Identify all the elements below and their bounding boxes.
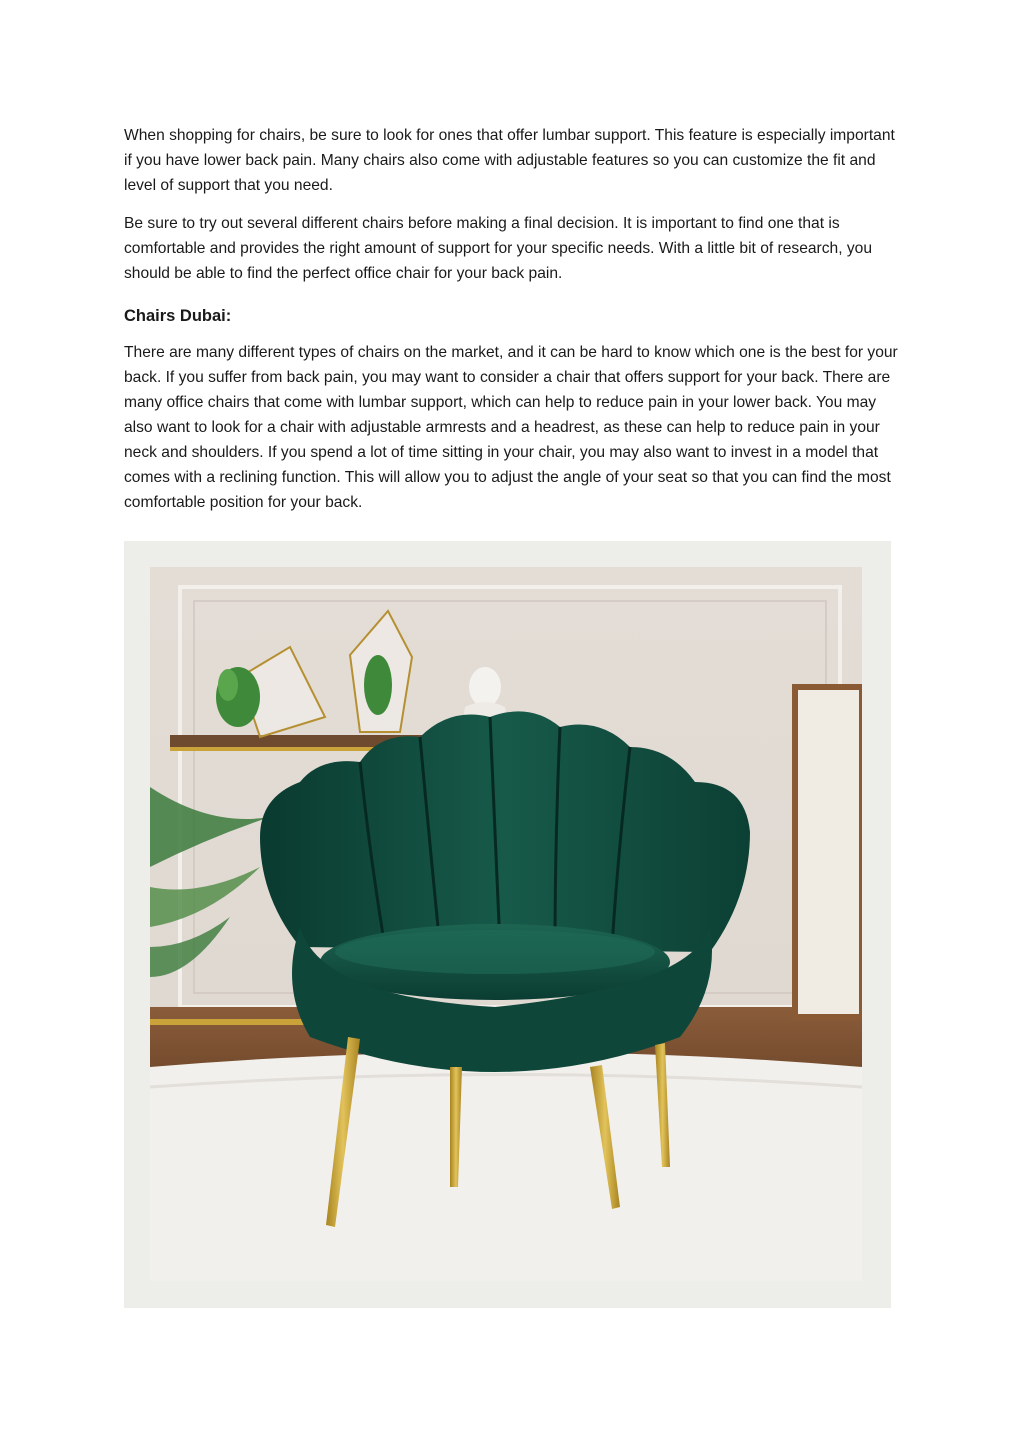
paragraph-try-chairs: Be sure to try out several different chairs before making a final decision. It is important to find one that is comfortable and provides the right amount of support for your specific needs. With a little bit of research, you should be able to find the perfect office chair for your back pain.: [124, 215, 873, 282]
section-heading: Chairs Dubai:: [124, 307, 232, 325]
white-rug: [150, 1052, 862, 1281]
chair-photo-frame: [124, 541, 891, 1308]
plant-left-leaf: [218, 669, 238, 701]
paragraph-lumbar-support: When shopping for chairs, be sure to look for ones that offer lumbar support. This feature is especially important if you have lower back pain. Many chairs also come with adjustable features so you can customize the fit and level of support that you need.: [124, 127, 895, 194]
green-velvet-chair-image: [150, 567, 862, 1281]
bust-head: [469, 667, 501, 707]
document-page: [124, 123, 906, 528]
paragraph-chair-types: There are many different types of chairs on the market, and it can be hard to know which one is the best for your back. If you suffer from back pain, you may want to consider a chair that offers support for your back. There are many office chairs that come with lumbar support, which can help to reduce pain in your lower back. You may also want to look for a chair with adjustable armrests and a headrest, as these can help to reduce pain in your neck and shoulders. If you spend a lot of time sitting in your chair, you may also want to invest in a model that comes with a reclining function. This will allow you to adjust the angle of your seat so that you can find the most comfortable position for your back.: [124, 344, 898, 511]
gold-rail: [150, 1019, 310, 1025]
plant-right: [364, 655, 392, 715]
floor-screen: [795, 687, 862, 1017]
seat-highlight: [335, 930, 655, 974]
